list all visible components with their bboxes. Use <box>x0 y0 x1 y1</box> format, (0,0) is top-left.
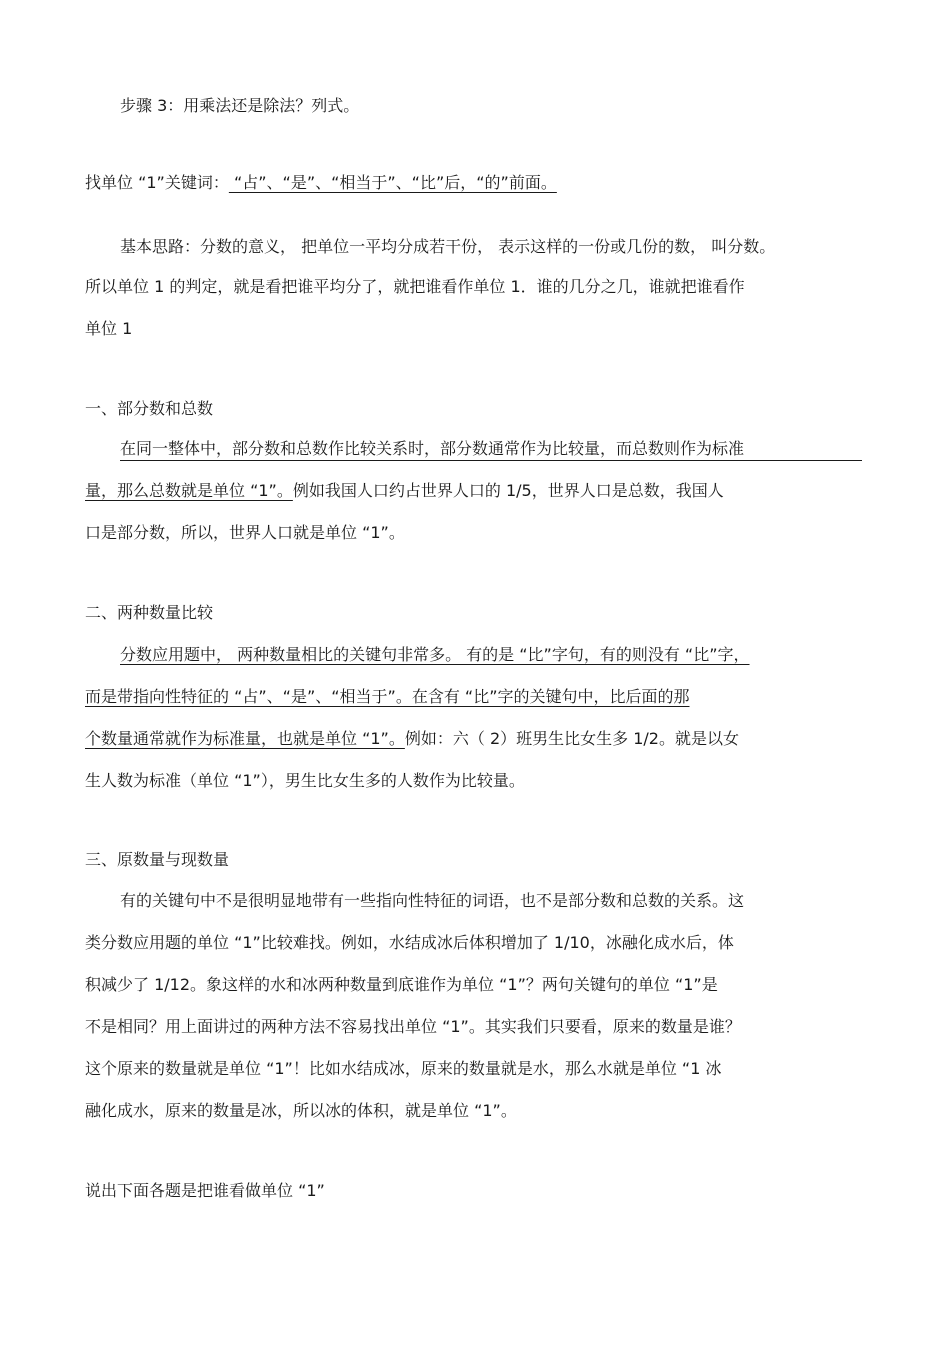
section1-line-1: 在同一整体中，部分数和总数作比较关系时，部分数通常作为比较量，而总数则作为标准 <box>120 438 862 461</box>
section3-line-3: 积减少了 1/12。象这样的水和冰两种数量到底谁作为单位 “1”？两句关键句的单位 “1”是 <box>85 975 718 994</box>
section3-line-1: 有的关键句中不是很明显地带有一些指向性特征的词语，也不是部分数和总数的关系。这 <box>120 891 745 910</box>
keywords-line <box>85 172 577 194</box>
section1-heading: 一、部分数和总数 <box>85 399 214 418</box>
section2-heading: 二、两种数量比较 <box>85 603 214 622</box>
section3-line-4: 不是相同？用上面讲过的两种方法不容易找出单位 “1”。其实我们只要看，原来的数量是谁？ <box>85 1017 741 1036</box>
section2-line-4: 生人数为标准（单位 “1”），男生比女生多的人数作为比较量。 <box>85 771 525 790</box>
section1-line-3: 口是部分数，所以，世界人口就是单位 “1”。 <box>85 523 405 542</box>
keywords-prefix: 找单位 “1”关键词： <box>85 173 229 192</box>
step3-text: 步骤 3：用乘法还是除法？列式。 <box>120 96 360 115</box>
basic-idea-line-2: 所以单位 1 的判定，就是看把谁平均分了，就把谁看作单位 1．谁的几分之几，谁就把谁看作 <box>85 277 745 296</box>
section1-line-2 <box>85 480 724 502</box>
section3-line-2: 类分数应用题的单位 “1”比较难找。例如，水结成冰后体积增加了 1/10，冰融化成水后，体 <box>85 933 734 952</box>
section3-heading: 三、原数量与现数量 <box>85 850 230 869</box>
section1-line-2-rest: 例如我国人口约占世界人口的 1/5，世界人口是总数，我国人 <box>292 481 724 500</box>
section1-line-2-underlined: 量，那么总数就是单位 “1”。 <box>85 481 293 500</box>
exercise-prompt: 说出下面各题是把谁看做单位 “1” <box>85 1181 325 1200</box>
basic-idea-line-1: 基本思路：分数的意义， 把单位一平均分成若干份， 表示这样的一份或几份的数， 叫分数。 <box>120 237 776 256</box>
section2-line-3-rest: 例如：六（ 2）班男生比女生多 1/2。就是以女 <box>404 729 739 748</box>
section2-line-3-underlined: 个数量通常就作为标准量，也就是单位 “1”。 <box>85 729 405 748</box>
section2-line-2: 而是带指向性特征的 “占”、“是”、“相当于”。在含有 “比”字的关键句中，比后面的那 <box>85 687 690 706</box>
section3-line-5: 这个原来的数量就是单位 “1”！比如水结成冰，原来的数量就是水，那么水就是单位 “1 冰 <box>85 1059 722 1078</box>
basic-idea-line-3: 单位 1 <box>85 319 133 338</box>
section2-line-1: 分数应用题中， 两种数量相比的关键句非常多。 有的是 “比”字句，有的则没有 “比”字， <box>120 645 750 664</box>
section2-line-3 <box>85 728 739 750</box>
section3-line-6: 融化成水，原来的数量是冰，所以冰的体积，就是单位 “1”。 <box>85 1101 517 1120</box>
keywords-underlined: “占”、“是”、“相当于”、“比”后，“的”前面。 <box>228 173 557 192</box>
